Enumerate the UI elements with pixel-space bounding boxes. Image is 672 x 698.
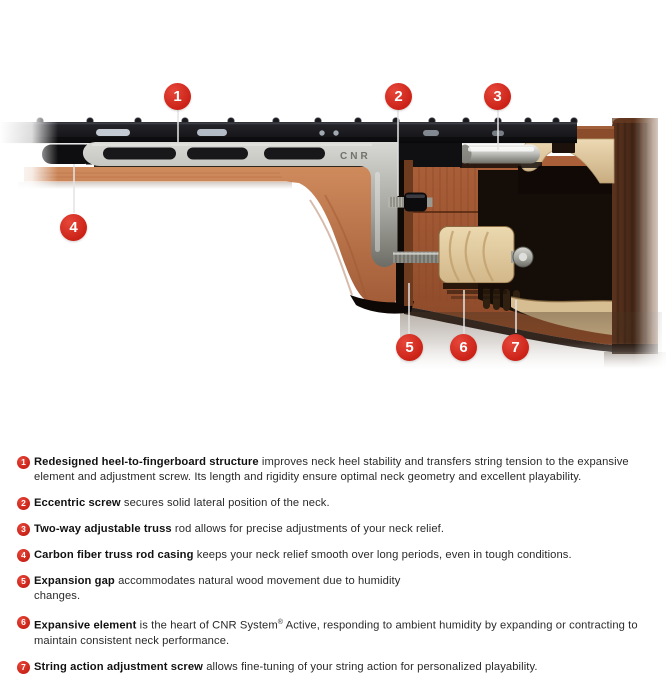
legend-badge-2: 2 (17, 497, 30, 510)
right-fade (634, 108, 672, 378)
legend-badge-6: 6 (17, 616, 30, 629)
legend-description: allows fine-tuning of your string action for personalized playability. (202, 660, 538, 673)
expansive-element (439, 227, 514, 300)
legend-description: keeps your neck relief smooth over long periods, even in tough conditions. (193, 549, 572, 561)
legend-term: Eccentric screw (34, 497, 121, 509)
legend-description: is the heart of CNR System (136, 619, 278, 632)
marker-1: 1 (164, 83, 191, 110)
legend-description: secures solid lateral position of the neck. (120, 497, 330, 509)
legend-item-3 (17, 522, 657, 537)
legend-badge-7: 7 (17, 661, 30, 674)
soundboard-edge (573, 126, 614, 129)
legend-description: accommodates natural wood movement due to humidity (114, 575, 401, 587)
legend-item-6 (17, 615, 657, 649)
legend-badge-5: 5 (17, 575, 30, 588)
legend-item-5 (17, 574, 657, 604)
marker-7: 7 (502, 334, 529, 361)
legend-term: Redesigned heel-to-fingerboard structure (34, 456, 259, 468)
adjustment-rod (393, 252, 442, 264)
truss-rod-cylinder (459, 145, 543, 169)
legend-term: Expansion gap (34, 575, 115, 587)
left-fade (0, 108, 58, 368)
legend-item-4 (17, 548, 657, 563)
marker-6: 6 (450, 334, 477, 361)
marker-2: 2 (385, 83, 412, 110)
legend-badge-4: 4 (17, 549, 30, 562)
legend-badge-3: 3 (17, 523, 30, 536)
marker-3: 3 (484, 83, 511, 110)
registered-mark: ® (277, 619, 284, 626)
bracket-slots (103, 148, 325, 160)
legend-term: Carbon fiber truss rod casing (34, 549, 194, 561)
legend-term: Expansive element (34, 619, 137, 632)
legend-description: rod allows for precise adjustments of your neck relief. (171, 523, 445, 535)
bracket-engraving: CNR (340, 151, 371, 162)
fingerboard (0, 118, 577, 143)
legend-description-cont: Active, responding to ambient humidity by expanding or contracting to maintain consistent neck performance. (34, 619, 638, 647)
legend-item-2 (17, 496, 657, 511)
legend-description-line2: changes. (34, 590, 81, 602)
legend-term: Two-way adjustable truss (34, 523, 172, 535)
marker-4: 4 (60, 214, 87, 241)
legend (17, 455, 657, 686)
legend-badge-1: 1 (17, 456, 30, 469)
legend-item-1 (17, 455, 657, 485)
marker-5: 5 (396, 334, 423, 361)
legend-description: improves neck heel stability and transfers string tension to the expansive element and adjustment screw. Its length and rigidity ensure optimal neck geometry and excellent playability. (34, 456, 629, 483)
legend-term: String action adjustment screw (34, 660, 203, 673)
legend-item-7 (17, 660, 657, 675)
